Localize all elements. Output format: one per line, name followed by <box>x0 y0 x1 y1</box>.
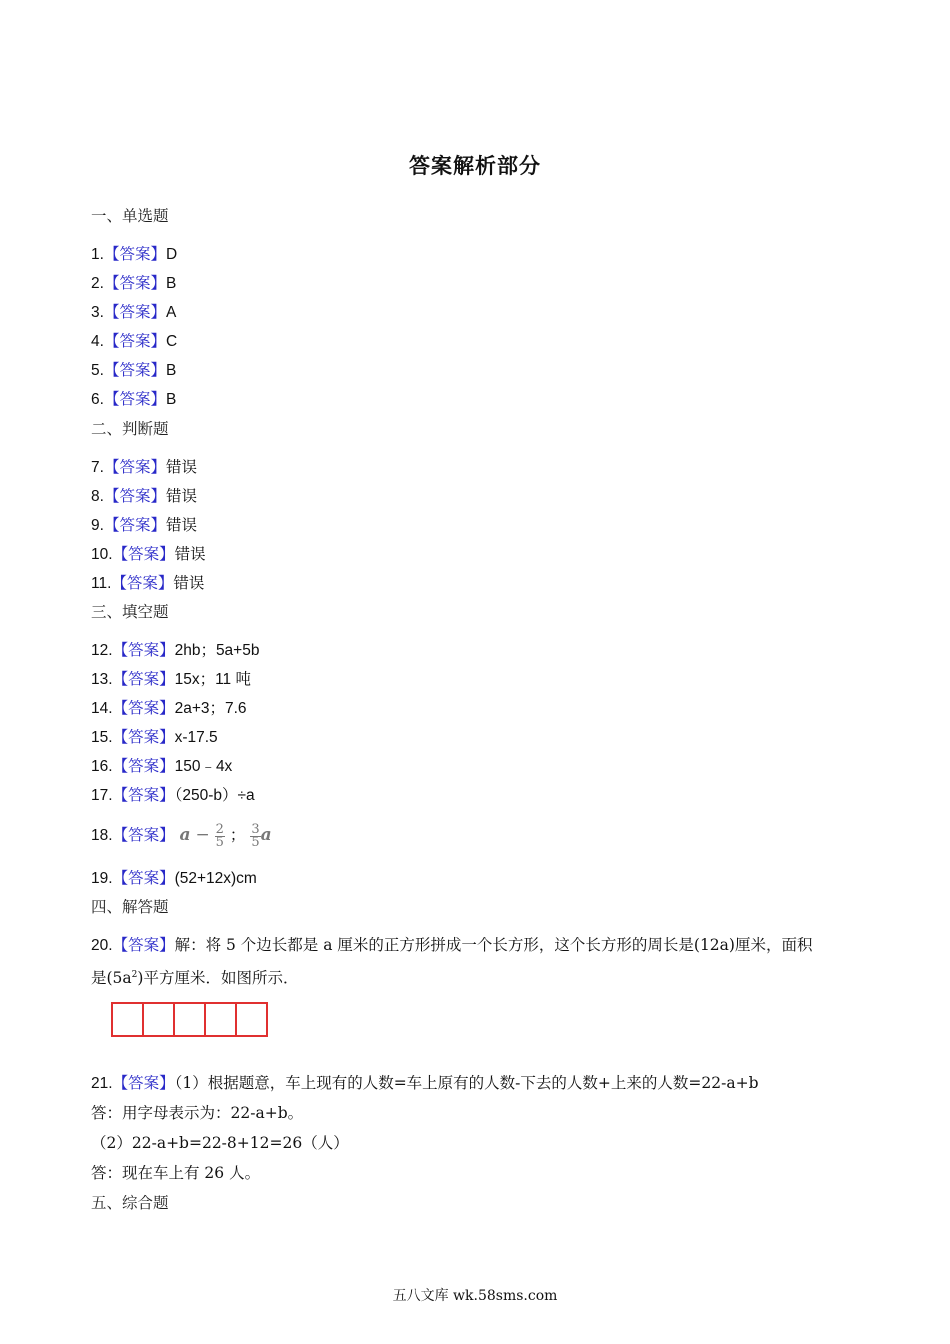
answer-text-post: )平方厘米．如图所示． <box>137 969 299 988</box>
answer-value: 错误 <box>165 458 197 476</box>
section-heading-1: 一、单选题 <box>91 207 169 225</box>
answer-value: 2a+3；7.6 <box>174 700 247 717</box>
item-number: 6. <box>91 391 104 408</box>
answer-value: 15x；11 吨 <box>174 671 251 688</box>
answer-text-pre: 是(5a <box>91 969 132 988</box>
squares-figure <box>111 1002 268 1037</box>
answer-tag: 【答案】 <box>112 670 175 688</box>
answer-item-8 <box>91 486 197 507</box>
item-number: 8. <box>91 488 104 505</box>
answer-item-21-line2: 答：用字母表示为：22-a+b。 <box>91 1104 304 1122</box>
answer-item-16 <box>91 756 232 777</box>
answer-tag: 【答案】 <box>112 826 175 844</box>
answer-item-20-line2 <box>91 965 298 988</box>
answer-item-21-line3: （2）22-a+b=22-8+12=26（人） <box>91 1134 349 1152</box>
answer-tag: 【答案】 <box>112 936 175 954</box>
answer-item-10 <box>91 544 206 565</box>
item-number: 9. <box>91 517 104 534</box>
item-number: 2. <box>91 275 104 292</box>
item-number: 13. <box>91 671 113 688</box>
answer-item-14 <box>91 698 247 719</box>
answer-tag: 【答案】 <box>103 390 166 408</box>
item-number: 17. <box>91 787 113 804</box>
answer-value: 2hb；5a+5b <box>174 642 260 659</box>
item-number: 5. <box>91 362 104 379</box>
item-number: 21. <box>91 1075 113 1092</box>
answer-value: 错误 <box>174 545 206 563</box>
answer-value: 错误 <box>165 487 197 505</box>
square-cell <box>204 1002 237 1037</box>
answer-item-21-line4: 答：现在车上有 26 人。 <box>91 1164 261 1182</box>
item-number: 11. <box>91 575 112 592</box>
answer-item-6 <box>91 389 176 410</box>
answer-tag: 【答案】 <box>103 245 166 263</box>
answer-tag: 【答案】 <box>112 786 175 804</box>
page-title: 答案解析部分 <box>409 153 541 178</box>
answer-item-5 <box>91 360 176 381</box>
answer-tag: 【答案】 <box>111 574 174 592</box>
answer-tag: 【答案】 <box>112 728 175 746</box>
answer-tag: 【答案】 <box>103 303 166 321</box>
fraction-denominator: 5 <box>251 834 260 850</box>
fraction-2 <box>250 821 260 850</box>
answer-item-17 <box>91 785 255 806</box>
item-number: 1. <box>91 246 104 263</box>
item-number: 7. <box>91 459 104 476</box>
formula-variable: a <box>179 825 191 845</box>
answer-text: （1）根据题意，车上现有的人数=车上原有的人数-下去的人数+上来的人数=22-a+b <box>174 1074 759 1092</box>
answer-tag: 【答案】 <box>112 757 175 775</box>
answer-tag: 【答案】 <box>112 1074 175 1092</box>
item-number: 10. <box>91 546 113 563</box>
fraction-numerator: 2 <box>215 821 224 837</box>
answer-value: 错误 <box>173 574 205 592</box>
item-number: 15. <box>91 729 113 746</box>
answer-item-4 <box>91 331 177 352</box>
answer-tag: 【答案】 <box>103 274 166 292</box>
formula-separator: ； <box>229 826 246 844</box>
answer-item-2 <box>91 273 176 294</box>
square-cell <box>142 1002 175 1037</box>
answer-tag: 【答案】 <box>103 332 166 350</box>
answer-value: （250-b）÷a <box>174 787 255 804</box>
answer-item-9 <box>91 515 197 536</box>
answer-tag: 【答案】 <box>103 361 166 379</box>
answer-value: A <box>165 304 177 321</box>
fraction-denominator: 5 <box>215 834 224 850</box>
answer-tag: 【答案】 <box>103 487 166 505</box>
answer-tag: 【答案】 <box>112 545 175 563</box>
answer-item-13 <box>91 669 251 690</box>
page-footer: 五八文库 wk.58sms.com <box>392 1288 558 1304</box>
answer-value: (52+12x)cm <box>174 870 257 887</box>
answer-item-21 <box>91 1073 759 1094</box>
section-heading-2: 二、判断题 <box>91 420 169 438</box>
answer-value: D <box>165 246 178 263</box>
answer-item-11 <box>91 573 204 594</box>
fraction-1 <box>215 821 225 850</box>
answer-value: B <box>165 362 177 379</box>
answer-value: 150﹣4x <box>174 758 233 775</box>
item-number: 18. <box>91 827 113 844</box>
square-cell <box>111 1002 144 1037</box>
answer-value: B <box>165 275 177 292</box>
item-number: 14. <box>91 700 113 717</box>
item-number: 19. <box>91 870 113 887</box>
answer-tag: 【答案】 <box>112 641 175 659</box>
item-number: 16. <box>91 758 113 775</box>
answer-item-12 <box>91 640 259 661</box>
formula-variable: a <box>260 825 272 845</box>
answer-value: B <box>165 391 177 408</box>
answer-item-3 <box>91 302 176 323</box>
answer-tag: 【答案】 <box>112 699 175 717</box>
answer-item-1 <box>91 244 177 265</box>
answer-value: x-17.5 <box>174 729 218 746</box>
formula-operator: − <box>195 825 210 845</box>
answer-value: 错误 <box>165 516 197 534</box>
square-cell <box>173 1002 206 1037</box>
section-heading-4: 四、解答题 <box>91 898 169 916</box>
answer-item-18 <box>91 820 272 851</box>
fraction-numerator: 3 <box>251 821 260 837</box>
item-number: 12. <box>91 642 113 659</box>
item-number: 20. <box>91 937 113 954</box>
section-heading-3: 三、填空题 <box>91 603 169 621</box>
section-heading-5: 五、综合题 <box>91 1194 169 1212</box>
item-number: 3. <box>91 304 104 321</box>
answer-value: C <box>165 333 178 350</box>
exponent: 2 <box>131 970 138 980</box>
answer-item-19 <box>91 868 257 889</box>
answer-tag: 【答案】 <box>103 458 166 476</box>
answer-tag: 【答案】 <box>112 869 175 887</box>
answer-item-20 <box>91 935 812 956</box>
answer-item-15 <box>91 727 218 748</box>
item-number: 4. <box>91 333 104 350</box>
answer-text: 解：将 5 个边长都是 a 厘米的正方形拼成一个长方形，这个长方形的周长是(12a)厘米，面积 <box>174 936 813 954</box>
answer-tag: 【答案】 <box>103 516 166 534</box>
answer-item-7 <box>91 457 197 478</box>
square-cell <box>235 1002 268 1037</box>
